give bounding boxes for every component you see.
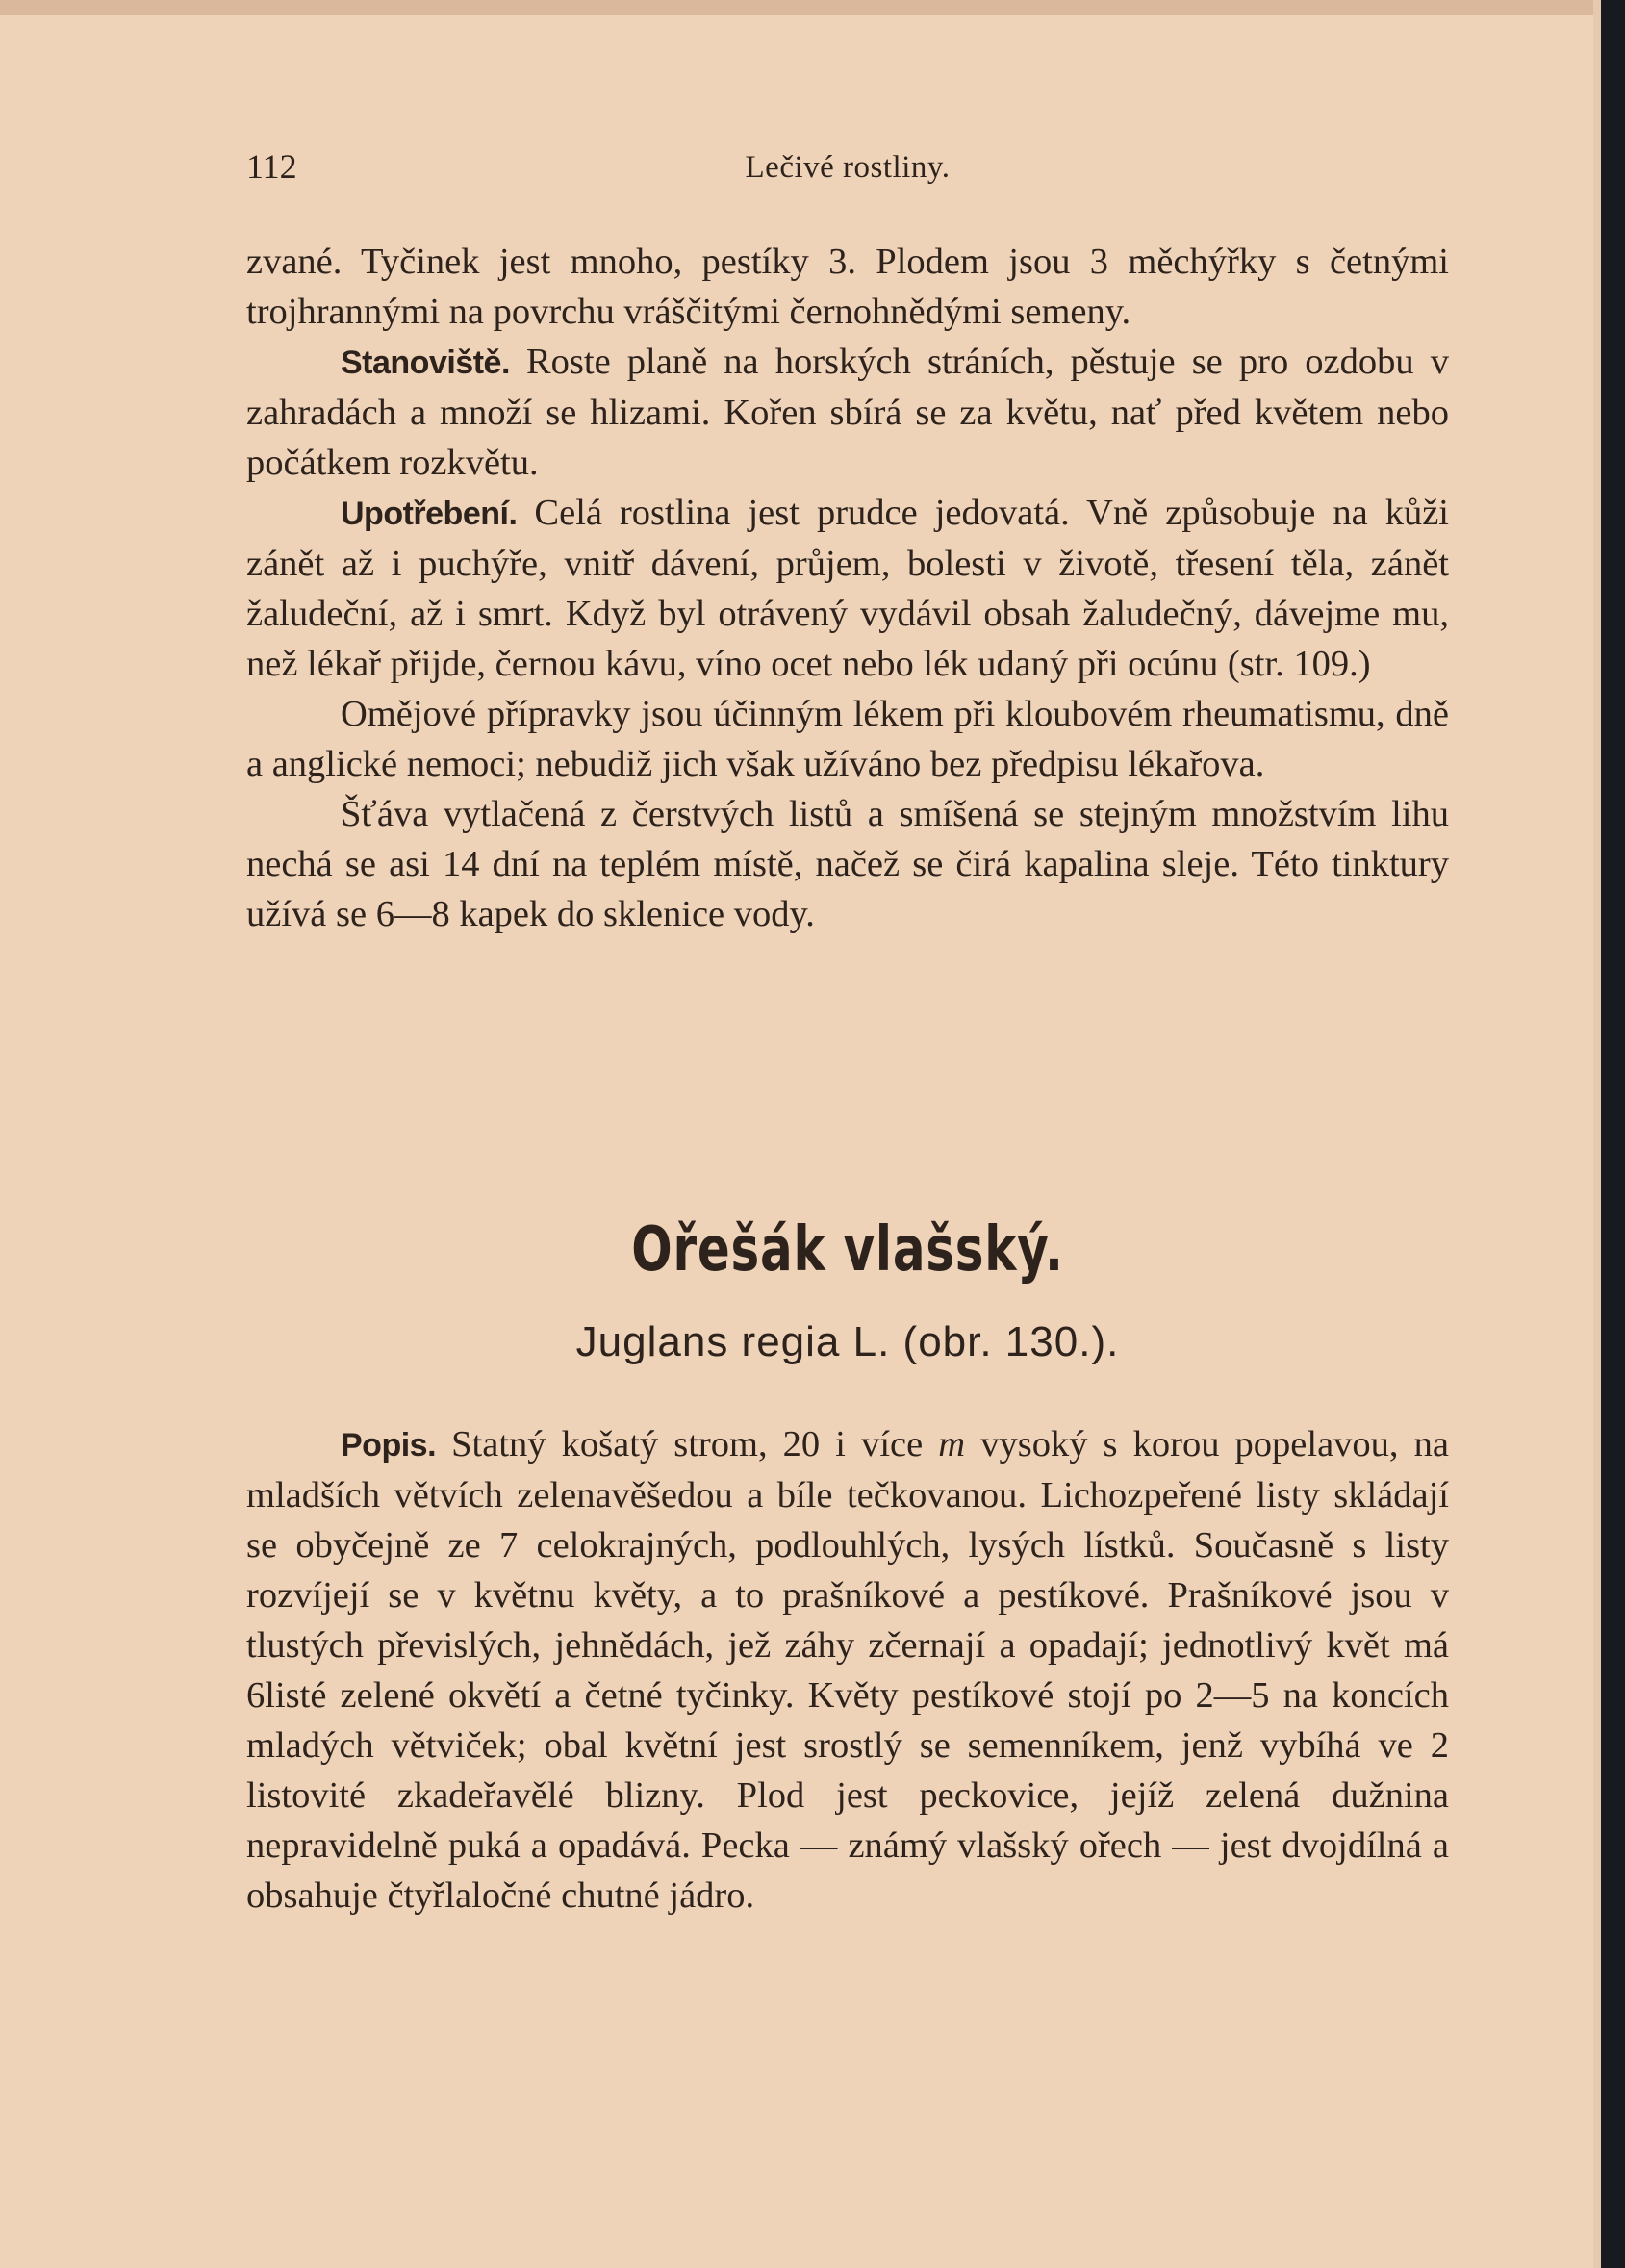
page-edge-strip bbox=[1593, 0, 1601, 2268]
book-binding-edge bbox=[1593, 0, 1625, 2268]
page-number: 112 bbox=[246, 147, 297, 186]
section-subtitle: Juglans regia L. (obr. 130.). bbox=[575, 1318, 1120, 1365]
lead-habitat: Stanoviště. bbox=[341, 344, 510, 381]
section-title: Ořešák vlašský. bbox=[631, 1214, 1064, 1286]
lead-description: Popis. bbox=[341, 1427, 437, 1464]
description-text-b: vysoký s korou popelavou, na mladších větvích zelenavěšedou a bíle tečkovanou. Lichozpeřené listy skládají se obyčejně ze 7 celokrajných, podlouhlých, lysých lístků. Současně s listy rozvíjejí se v květnu květy, a to prašníkové a pestíkové. Prašníkové jsou v tlustých převislých, jehnědách, jež záhy zčernají a opadají; jednotlivý květ má 6listé zelené okvětí a četné tyčinky. Květy pestíkové stojí po 2—5 na koncích mladých větviček; obal květní jest srostlý se semenníkem, jenž vybíhá ve 2 listovité zkadeřavělé blizny. Plod jest peckovice, jejíž zelená dužnina nepravidelně puká a opadává. Pecka — známý vlašský ořech — jest dvojdílná a obsahuje čtyřlaločné chutné jádro. bbox=[246, 1424, 1449, 1916]
paragraph-preparations: Omějové přípravky jsou účinným lékem při kloubovém rheumatismu, dně a anglické nemoci; nebudiž jich však užíváno bez předpisu lékařova. bbox=[246, 694, 1449, 784]
habitat-text: Roste planě na horských stráních, pěstuje se pro ozdobu v zahradách a množí se hlizami. Kořen sbírá se za květu, nať před květem nebo počátkem rozkvětu. bbox=[246, 342, 1449, 483]
paragraph-habitat bbox=[246, 337, 1449, 488]
unit-meter: m bbox=[938, 1424, 966, 1465]
text-block-orech bbox=[246, 1419, 1449, 1921]
usage-text: Celá rostlina jest prudce jedovatá. Vně způsobuje na kůži zánět až i puchýře, vnitř dávení, průjem, bolesti v životě, třesení těla, zánět žaludeční, až i smrt. Když byl otrávený vydávil obsah žaludečný, dávejme mu, než lékař přijde, černou kávu, víno ocet nebo lék udaný při ocúnu (str. 109.) bbox=[246, 493, 1449, 684]
paragraph-tincture: Šťáva vytlačená z čerstvých listů a smíšená se stejným množstvím lihu nechá se asi 14 dní na teplém místě, načež se čirá kapalina sleje. Této tinktury užívá se 6—8 kapek do sklenice vody. bbox=[246, 794, 1449, 934]
running-title: Lečivé rostliny. bbox=[745, 150, 951, 185]
paragraph-description bbox=[246, 1419, 1449, 1921]
paragraph-usage bbox=[246, 488, 1449, 689]
page-header bbox=[246, 146, 1449, 185]
text-block-oměj bbox=[246, 237, 1449, 939]
top-edge-shadow bbox=[0, 0, 1593, 15]
lead-usage: Upotřebení. bbox=[341, 496, 518, 532]
paragraph-description-end: zvané. Tyčinek jest mnoho, pestíky 3. Plodem jsou 3 měchýřky s četnými trojhrannými na povrchu vráščitými černohnědými semeny. bbox=[246, 242, 1449, 332]
description-text-a: Statný košatý strom, 20 i více bbox=[436, 1424, 939, 1465]
